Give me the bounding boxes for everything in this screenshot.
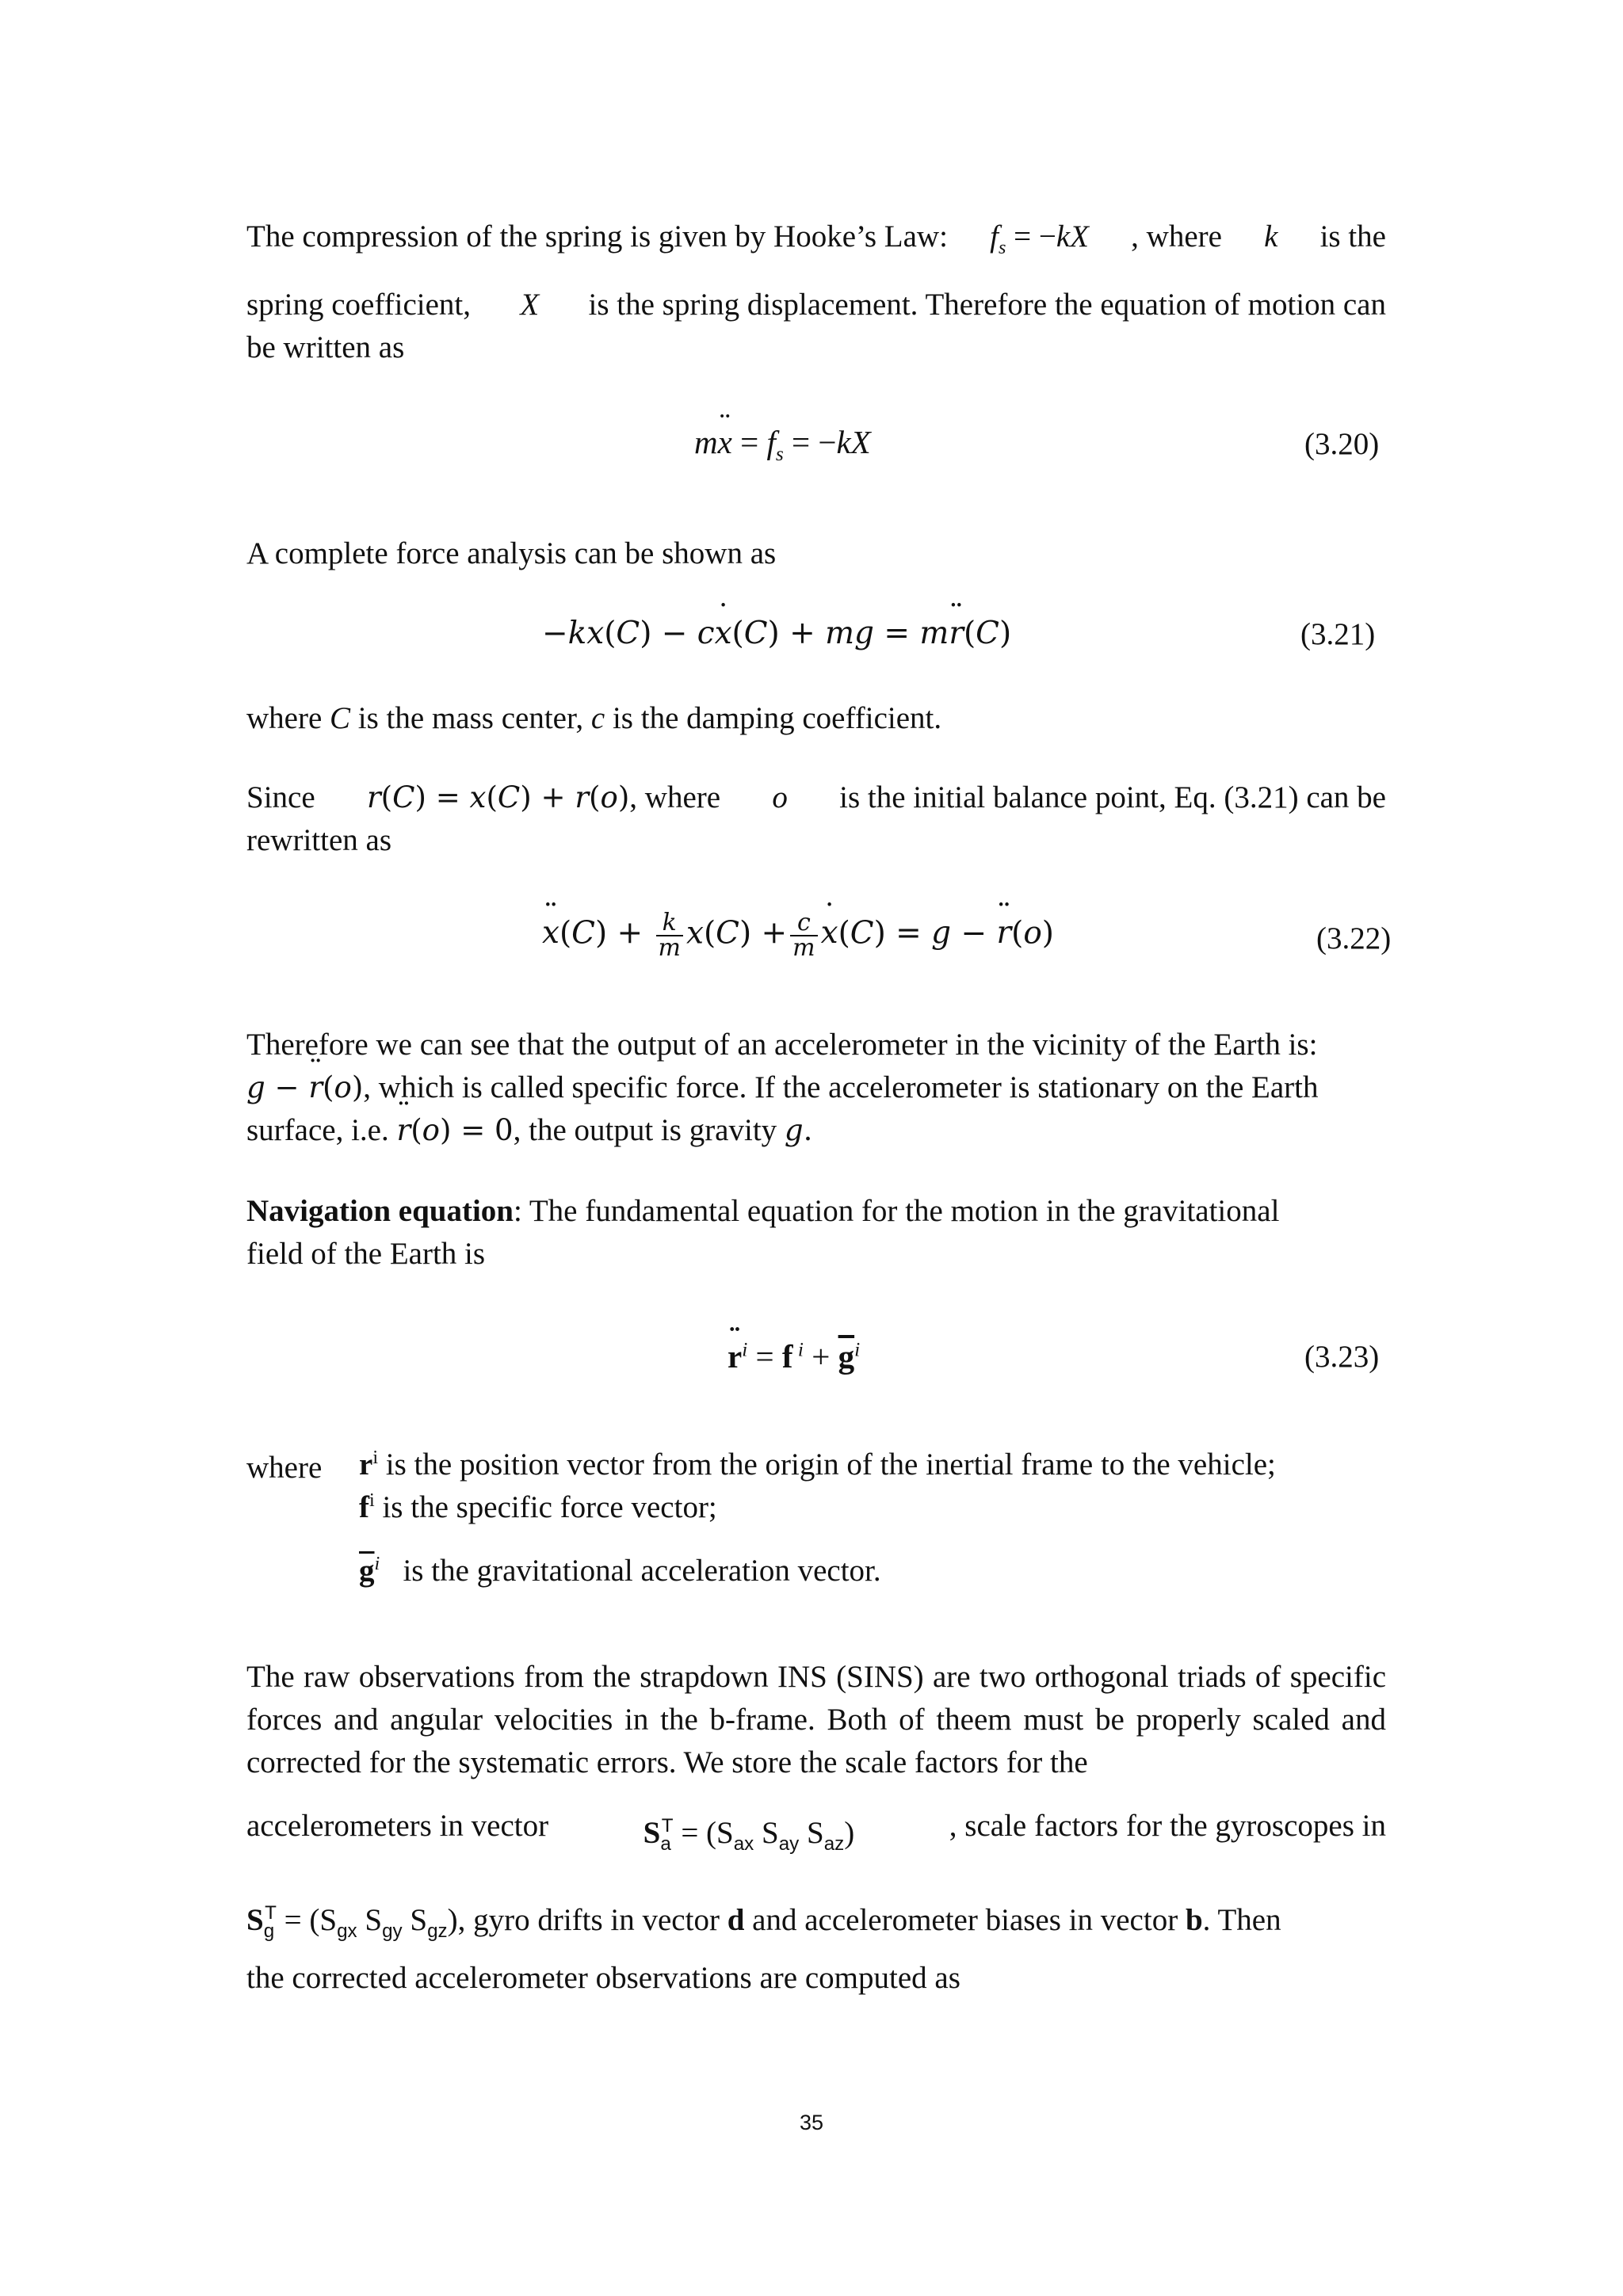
paragraph-since-line1: Since r(C) = x(C) + r(o), where o is the initial balance point, Eq. (3.21) can be [246, 780, 1386, 814]
paragraph-specific-force-line2: g − ¨ r(o), which is called specific force. If the accelerometer is stationary on the Earth [246, 1066, 1386, 1109]
paragraph-navigation-line2: field of the Earth is [246, 1237, 486, 1271]
paragraph-hooke-line1: The compression of the spring is given by Hooke’s Law: $f_s = -kX$ , where k is the [246, 215, 1386, 269]
definition-f: $f^i$ is the specific force vector; [359, 1489, 717, 1524]
paragraph-sins-line5: $S_g^T = (S_{gx}$ $S_{gy}$ $S_{gz}$), gyro drifts in vector d and accelerometer biases in vector b. Then [246, 1902, 1281, 1942]
definition-g: $\overline{g}^i$ is the gravitational acceleration vector. [359, 1553, 881, 1588]
paragraph-specific-force-line3: surface, i.e. ¨ r(o) = 0, the output is gravity g. [246, 1109, 1386, 1152]
equation-number-3-22: (3.22) [1316, 921, 1392, 955]
fraction-c-over-m: $\frac{c}{m}$ [790, 911, 817, 960]
page-number: 35 [799, 2111, 824, 2134]
fraction-k-over-m: $\frac{k}{m}$ [656, 911, 683, 960]
paragraph-sins-line6: the corrected accelerometer observations are computed as [246, 1961, 960, 1995]
equation-3-21: −kx(C) − c˙ x(C) + mg = m¨ r(C) [542, 613, 1011, 651]
paragraph-hooke-line2: spring coefficient, X is the spring displacement. Therefore the equation of motion can [246, 288, 1386, 322]
definition-r: $r^i$ is the position vector from the origin of the inertial frame to the vehicle; [359, 1447, 1276, 1482]
equation-number-3-21: (3.21) [1300, 617, 1376, 651]
paragraph-since-line2: rewritten as [246, 823, 392, 857]
paragraph-navigation-line1: Navigation equation: The fundamental equation for the motion in the gravitational [246, 1194, 1280, 1228]
paragraph-mass-center: where C is the mass center, c is the damping coefficient. [246, 701, 942, 735]
paragraph-force-analysis: A complete force analysis can be shown as [246, 536, 777, 570]
paragraph-specific-force-line1: Therefore we can see that the output of an accelerometer in the vicinity of the Earth is: [246, 1028, 1318, 1062]
equation-3-22: ¨ x(C) + $\frac{k}{m}$ x(C) + $\frac{c}{m}$ ˙ x(C) = g − ¨ r(o) [542, 911, 1054, 960]
equation-3-20: m¨ $x = f_s = -kX$ [694, 423, 871, 466]
equation-3-23: ¨ $r^i = f$ $^i + \overline{g}^i$ [727, 1337, 860, 1375]
hooke-law-inline-eq: $f_s = -kX$ [990, 219, 1089, 258]
paragraph-hooke-line3: be written as [246, 330, 405, 364]
paragraph-sins-lines1-3: The raw observations from the strapdown INS (SINS) are two orthogonal triads of specific forces and angular velocities in the b-frame. Both of theem must be properly scaled and corrected for the systematic errors. We store the scale factors for the [246, 1660, 1386, 1779]
equation-number-3-23: (3.23) [1304, 1340, 1380, 1374]
where-label: where [246, 1451, 323, 1485]
paragraph-sins-line4: accelerometers in vector $S_a^T = (S_{ax}$ $S_{ay}$ $S_{az}$) , scale factors for the gyroscopes in [246, 1809, 1386, 1855]
equation-number-3-20: (3.20) [1304, 427, 1380, 461]
